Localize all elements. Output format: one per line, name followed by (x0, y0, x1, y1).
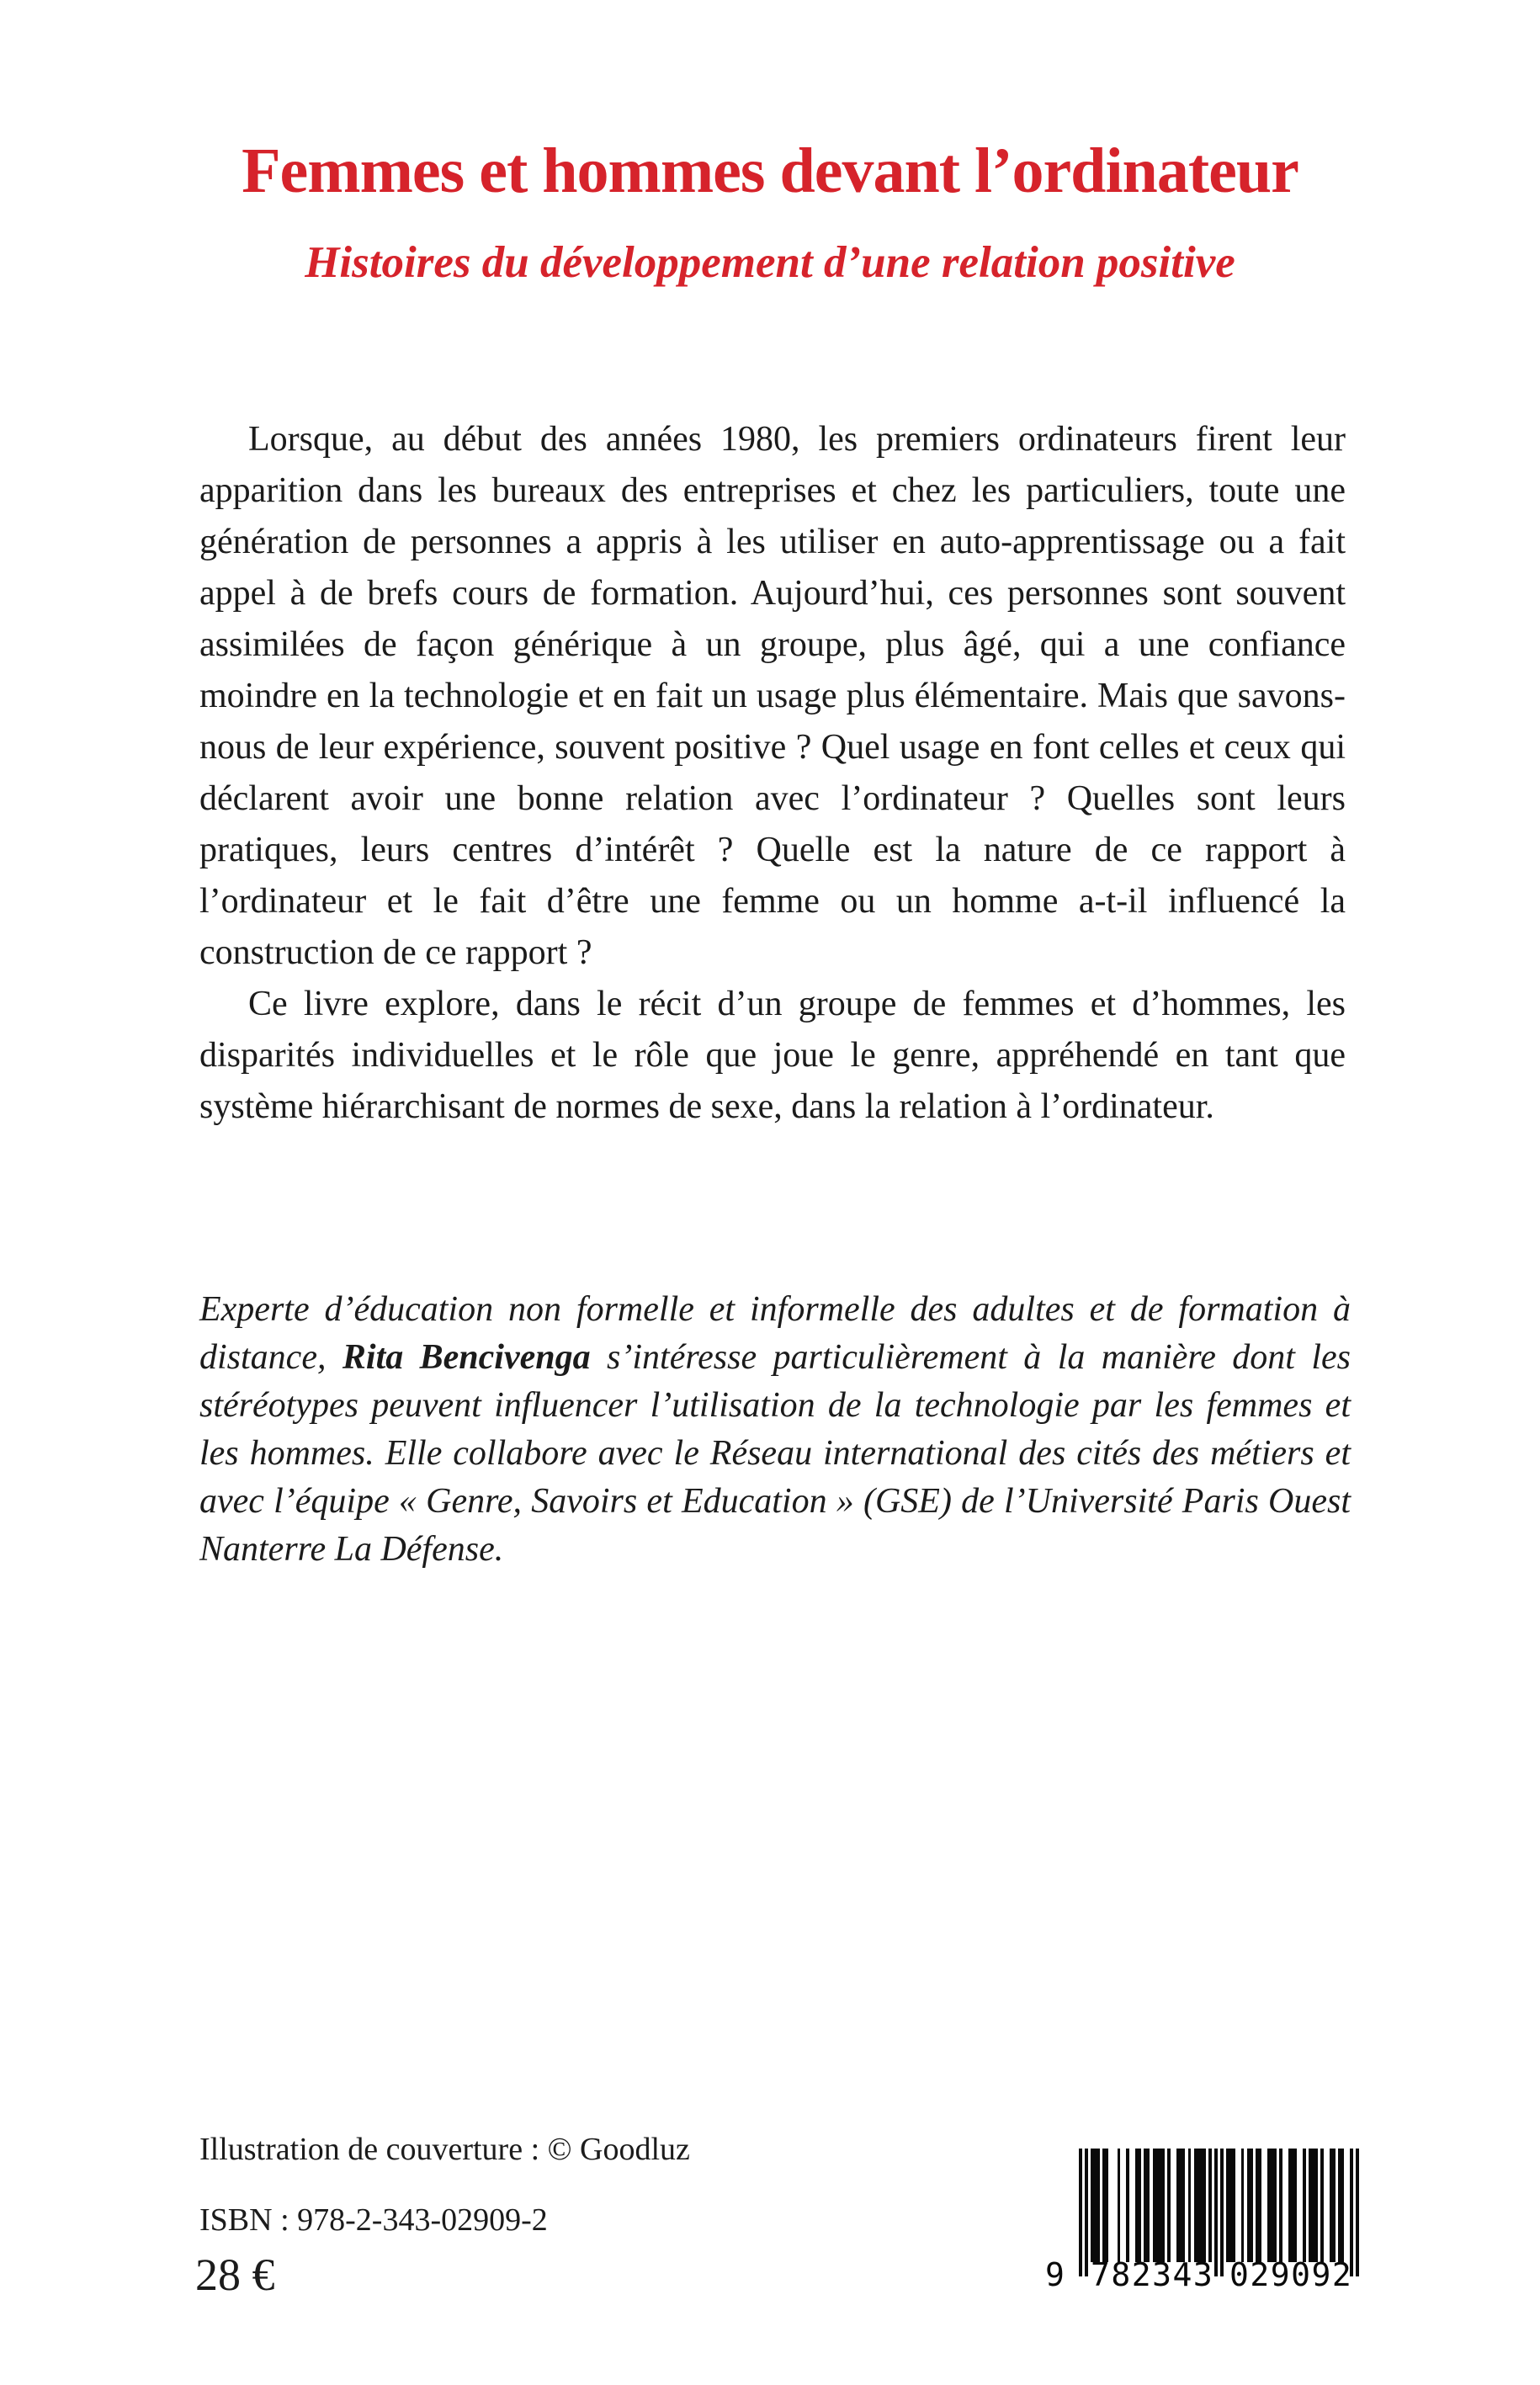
cover-illustration-credit: Illustration de couverture : © Goodluz (199, 2132, 690, 2167)
book-subtitle: Histoires du développement d’une relation positive (305, 238, 1235, 287)
price: 28 € (195, 2250, 275, 2300)
barcode-digit-first: 9 (1045, 2256, 1066, 2293)
description-paragraph-1: Lorsque, au début des années 1980, les premiers ordinateurs firent leur apparition dans les bureaux des entreprises et chez les particuliers, toute une génération de personnes a appris à les utiliser en auto-apprentissage ou a fait appel à de brefs cours de formation. Aujourd’hui, ces personnes sont souvent assimilées de façon générique à un groupe, plus âgé, qui a une confiance moindre en la technologie et en fait un usage plus élémentaire. Mais que savons-nous de leur expérience, souvent positive ? Quel usage en font celles et ceux qui déclarent avoir une bonne relation avec l’ordinateur ? Quelles sont leurs pratiques, leurs centres d’intérêt ? Quelle est la nature de ce rapport à l’ordinateur et le fait d’être une femme ou un homme a-t-il influencé la construction de ce rapport ? (199, 420, 1346, 972)
barcode-digits-left: 782343 (1091, 2256, 1214, 2293)
author-name: Rita Bencivenga (342, 1338, 591, 1377)
author-bio-after: s’intéresse particulièrement à la manière dont les stéréotypes peuvent influencer l’utilisation de la technologie par les femmes et les hommes. Elle collabore avec le Réseau international des cités des métiers et avec l’équipe « Genre, Savoirs et Education » (GSE) de l’Université Paris Ouest Nanterre La Défense. (199, 1338, 1351, 1569)
ean13-barcode (1043, 2149, 1376, 2293)
author-bio-before: Experte d’éducation non formelle et informelle des adultes et de formation à distance, (199, 1290, 1351, 1377)
isbn-line: ISBN : 978-2-343-02909-2 (199, 2202, 548, 2238)
barcode-digits-right: 029092 (1229, 2256, 1353, 2293)
book-title: Femmes et hommes devant l’ordinateur (242, 135, 1298, 206)
description-paragraph-2: Ce livre explore, dans le récit d’un groupe de femmes et d’hommes, les disparités individuelles et le rôle que joue le genre, appréhendé en tant que système hiérarchisant de normes de sexe, dans la relation à l’ordinateur. (199, 985, 1346, 1126)
back-cover-description (199, 414, 1346, 1133)
author-bio (199, 1286, 1351, 1574)
